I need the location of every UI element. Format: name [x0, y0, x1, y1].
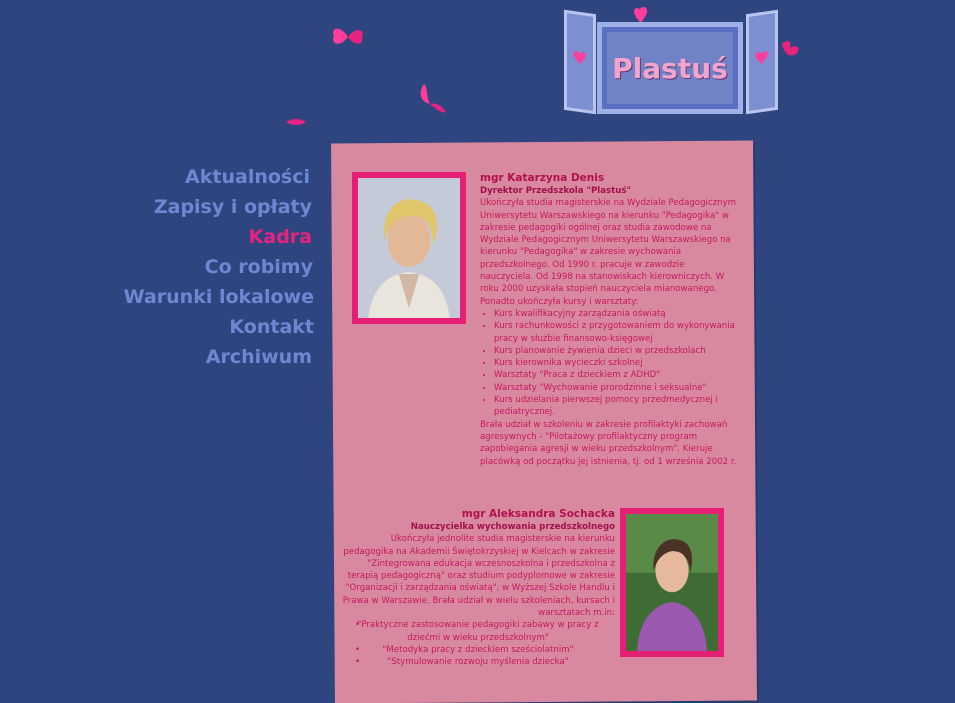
course-list [341, 619, 615, 668]
nav-item-archiwum[interactable]: Archiwum [205, 346, 312, 368]
butterfly-icon [414, 82, 448, 118]
logo-window[interactable] [560, 6, 785, 126]
staff-footer-text: Brała udział w szkoleniu w zakresie profilaktyki zachowań agresywnych - "Pilotażowy profilaktyczny program zapobiegania agresji w wieku przedszkolnym". Kieruje placówką od początku jej istnienia, tj. od 1 września 2002 r. [480, 419, 737, 467]
list-item: • "Praktyczne zastosowanie pedagogiki zabawy w pracy z dziećmi w wieku przedszkolnym" [341, 619, 615, 644]
list-item: • Kurs kierownika wycieczki szkolnej [494, 357, 738, 369]
list-item: • Kurs udzielania pierwszej pomocy przedmedycznej i pediatrycznej. [494, 394, 738, 419]
nav-item-kadra[interactable]: Kadra [248, 226, 312, 248]
list-item: • Kurs planowanie żywienia dzieci w przedszkolach [494, 345, 738, 357]
heart-icon: ♥ [572, 47, 588, 71]
staff-photo [358, 178, 460, 318]
nav-item-co-robimy[interactable]: Co robimy [204, 256, 313, 278]
nav-item-warunki[interactable]: Warunki lokalowe [123, 286, 314, 308]
list-item: • Kurs kwalifikacyjny zarządzania oświatą [494, 308, 738, 320]
nav-item-zapisy[interactable]: Zapisy i opłaty [153, 196, 312, 218]
staff-photo [626, 514, 718, 651]
course-list [480, 308, 738, 419]
nav-item-aktualnosci[interactable]: Aktualności [185, 166, 310, 188]
nav-item-kontakt[interactable]: Kontakt [229, 316, 314, 338]
main-nav [110, 162, 314, 372]
staff-role: Dyrektor Przedszkola "Plastuś" [480, 186, 631, 196]
butterfly-icon [286, 118, 306, 126]
list-item: • "Metodyka pracy z dzieckiem sześciolatnim" [341, 644, 615, 656]
list-item: • Warsztaty "Wychowanie prorodzinne i seksualne" [494, 382, 738, 394]
staff-name: mgr Katarzyna Denis [480, 172, 605, 184]
butterfly-icon [330, 24, 366, 50]
staff-name: mgr Aleksandra Sochacka [461, 508, 615, 520]
staff-bio: Ukończyła studia magisterskie na Wydziale Pedagogicznym Uniwersytetu Warszawskiego na kierunku "Pedagogika" w zakresie pedagogiki ogólnej oraz studia zawodowe na Wydziale Pedagogicznym Uniwersytetu Warszawskiego na kierunku "Pedagogika" w zakresie wychowania przedszkolnego. Od 1990 r. pracuje w zawodzie nauczyciela. Od 1998 na stanowiskach kierowniczych. W roku 2000 uzyskała stopień nauczyciela mianowanego. Ponadto ukończyła kursy i warsztaty: [480, 198, 737, 307]
staff-card-1 [480, 172, 738, 468]
window-shutter-right [746, 10, 778, 114]
photo-frame [620, 508, 724, 657]
staff-role: Nauczycielka wychowania przedszkolnego [410, 522, 615, 532]
list-item: • Warsztaty "Praca z dzieckiem z ADHD" [494, 369, 738, 381]
logo-sign [597, 22, 743, 114]
staff-card-2 [341, 508, 615, 669]
heart-icon: ♥ [754, 47, 770, 71]
list-item: • Kurs rachunkowości z przygotowaniem do wykonywania pracy w służbie finansowo-księgowej [494, 320, 738, 345]
logo-text: Plastuś [612, 51, 728, 85]
photo-frame [352, 172, 466, 324]
staff-bio: Ukończyła jednolite studia magisterskie na kierunku pedagogika na Akademii Świętokrzyskiej w Kielcach w zakresie "Zintegrowana edukacja wczesnoszkolna i przedszkolna z terapią pedagogiczną" oraz studium podyplomowe w zakresie "Organizacji i zarządzania oświatą", w Wyższej Szkole Handlu i Prawa w Warszawie. Brała udział w wielu szkoleniach, kursach i warsztatach m.in: [342, 534, 615, 619]
list-item: • "Stymulowanie rozwoju myślenia dziecka" [341, 656, 615, 668]
window-shutter-left [564, 10, 596, 114]
